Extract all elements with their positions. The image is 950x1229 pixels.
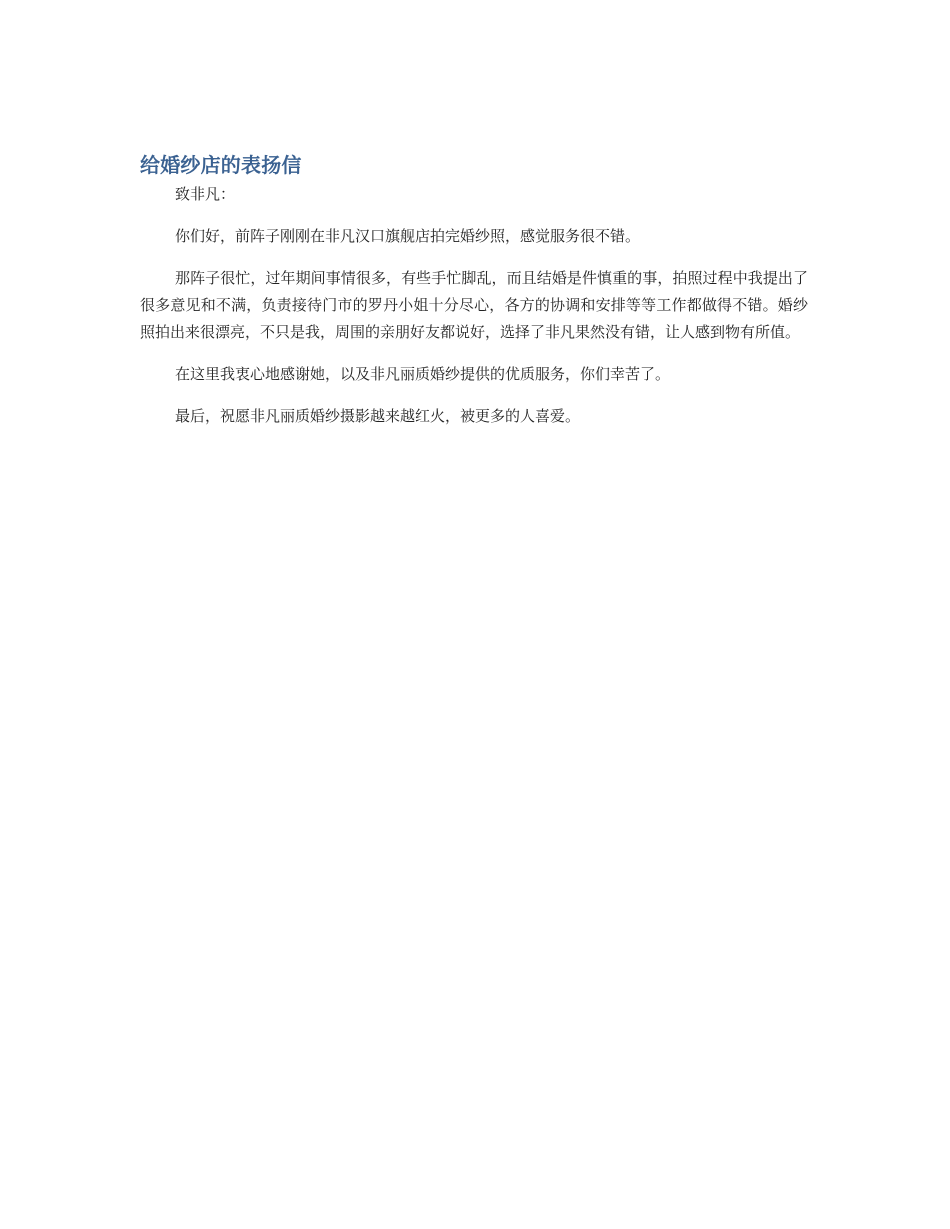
paragraph-3: 在这里我衷心地感谢她，以及非凡丽质婚纱提供的优质服务，你们幸苦了。 [175, 365, 671, 383]
paragraph-1: 你们好，前阵子刚刚在非凡汉口旗舰店拍完婚纱照，感觉服务很不错。 [175, 227, 641, 245]
paragraph-4: 最后，祝愿非凡丽质婚纱摄影越来越红火，被更多的人喜爱。 [175, 407, 581, 425]
letter-body [140, 150, 808, 430]
letter-greeting: 致非凡： [175, 185, 236, 203]
paragraph-2: 那阵子很忙，过年期间事情很多，有些手忙脚乱，而且结婚是件慎重的事，拍照过程中我提出了很多意见和不满，负责接待门市的罗丹小姐十分尽心，各方的协调和安排等等工作都做得不错。婚纱照拍出来很漂亮，不只是我，周围的亲朋好友都说好，选择了非凡果然没有错，让人感到物有所值。 [140, 269, 808, 341]
page-title: 给婚纱店的表扬信 [140, 153, 302, 177]
